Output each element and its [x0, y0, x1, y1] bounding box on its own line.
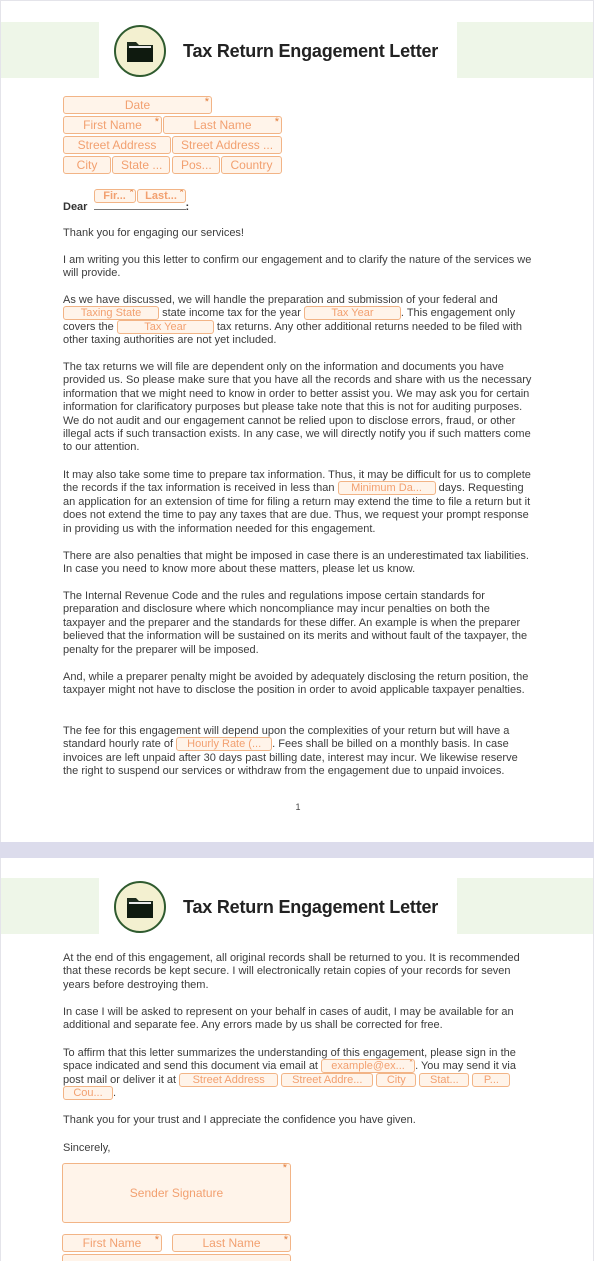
page-title: Tax Return Engagement Letter [183, 897, 439, 917]
header-band-left [1, 878, 99, 934]
taxing-state-field[interactable]: Taxing State [63, 306, 159, 320]
header-band-right [457, 22, 593, 78]
delivery-street-address-2-field[interactable]: Street Addre... [281, 1073, 373, 1087]
paragraph-documents: The tax returns we will file are dependent only on the information and documents you have provided us. So please make sure that you have all the records and share with us the necessary information that we might need to know in order to better assist you. We may ask you for certain information for clarificatory purposes but please take note that this is not for auditing purposes. We do not audit and our engagement cannot be relied upon to disclose errors, fraud, or other illegal acts if such transaction exists. In any case, we will directly notify you if such matters come to our attention. [63, 361, 532, 454]
dear-label: Dear [63, 201, 88, 213]
delivery-street-address-field[interactable]: Street Address [179, 1073, 278, 1087]
paragraph-audit: In case I will be asked to represent on your behalf in cases of audit, I may be available for an additional and separate fee. Any errors made by us shall be corrected for free. [63, 1006, 514, 1032]
delivery-city-field[interactable]: City [376, 1073, 416, 1087]
header-band-left [1, 22, 99, 78]
paragraph-timing: It may also take some time to prepare tax information. Thus, it may be difficult for us to complete the records if the tax information is received in less than Minimum Da... days. Requesting an application for an extension of time for filing a return may extend the time to file a return but it does not extend the time to pay any taxes that are due. Thus, we request your prompt response in providing us with the information needed for this engagement. [63, 469, 531, 535]
folder-logo-icon [114, 881, 166, 933]
header-band-right [457, 878, 593, 934]
date-field[interactable]: Date * [63, 96, 212, 114]
page-separator [0, 842, 594, 858]
hourly-rate-field[interactable]: Hourly Rate (... [176, 737, 272, 751]
page-title: Tax Return Engagement Letter [183, 41, 439, 61]
street-address-field[interactable]: Street Address [63, 136, 171, 154]
folder-logo-icon [114, 25, 166, 77]
street-address-2-field[interactable]: Street Address ... [172, 136, 282, 154]
paragraph-affirm: To affirm that this letter summarizes the understanding of this engagement, please sign in the space indicated and send this document via email at example@ex... * . You may send it via post mail or deliver it at Street Address Street Addre... City Stat... P... Cou... . [63, 1047, 535, 1101]
delivery-country-field[interactable]: Cou... [63, 1086, 113, 1100]
paragraph-thanks: Thank you for engaging our services! [63, 227, 244, 239]
closing-sincerely: Sincerely, [63, 1142, 111, 1154]
paragraph-irc: The Internal Revenue Code and the rules and regulations impose certain standards for preparation and disclosure where which noncompliance may incur penalties on both the taxpayer and the preparer and the standards for these differ. An example is when the preparer believed that the information will be sustained on its merits and without fault of the taxpayer, the penalty for the preparer will be imposed. [63, 590, 528, 656]
paragraph-intro: I am writing you this letter to confirm our engagement and to clarify the nature of the services we will provide. [63, 254, 532, 280]
first-name-field[interactable]: First Name * [63, 116, 162, 134]
paragraph-records: At the end of this engagement, all original records shall be returned to you. It is recommended that these records be kept secure. I will electronically retain copies of your records for seven years before destroying them. [63, 952, 520, 991]
paragraph-fees: The fee for this engagement will depend upon the complexities of your return but will have a standard hourly rate of Hourly Rate (... . Fees shall be billed on a monthly basis. In case invoices are left unpaid after 30 days past billing date, interest may incur. We likewise reserve the right to suspend our services or withdraw from the engagement due to unpaid invoices. [63, 725, 518, 778]
salutation: Dear Fir... * Last... * : [63, 200, 189, 213]
delivery-postal-field[interactable]: P... [472, 1073, 510, 1087]
sender-first-name-field[interactable]: First Name * [62, 1234, 162, 1252]
paragraph-penalties: There are also penalties that might be imposed in case there is an underestimated tax liabilities. In case you need to know more about these matters, please let us know. [63, 550, 529, 576]
dear-last-name-field[interactable]: Last... * [137, 189, 186, 203]
paragraph-preparer-penalty: And, while a preparer penalty might be avoided by adequately disclosing the return position, the taxpayer might not have to disclose the position in order to avoid applicable taxpayer penalties. [63, 671, 529, 697]
tax-year-field-2[interactable]: Tax Year [117, 320, 214, 334]
paragraph-appreciation: Thank you for your trust and I appreciate the confidence you have given. [63, 1114, 416, 1126]
city-field[interactable]: City [63, 156, 111, 174]
delivery-state-field[interactable]: Stat... [419, 1073, 469, 1087]
tax-year-field[interactable]: Tax Year [304, 306, 401, 320]
sender-next-field[interactable] [62, 1254, 291, 1261]
last-name-field[interactable]: Last Name * [163, 116, 282, 134]
sender-last-name-field[interactable]: Last Name * [172, 1234, 291, 1252]
country-field[interactable]: Country [221, 156, 282, 174]
email-field[interactable]: example@ex... * [321, 1059, 415, 1073]
sender-signature-field[interactable]: Sender Signature * [62, 1163, 291, 1223]
state-field[interactable]: State ... [112, 156, 170, 174]
paragraph-scope: As we have discussed, we will handle the preparation and submission of your federal and Taxing State state income tax for the year Tax Year . This engagement only covers the Tax Year tax returns. Any other additional returns needed to be filed with other taxing authorities are not yet included. [63, 294, 523, 347]
page-number: 1 [295, 802, 301, 812]
postal-field[interactable]: Pos... [172, 156, 220, 174]
minimum-days-field[interactable]: Minimum Da... [338, 481, 436, 495]
dear-first-name-field[interactable]: Fir... * [94, 189, 136, 203]
